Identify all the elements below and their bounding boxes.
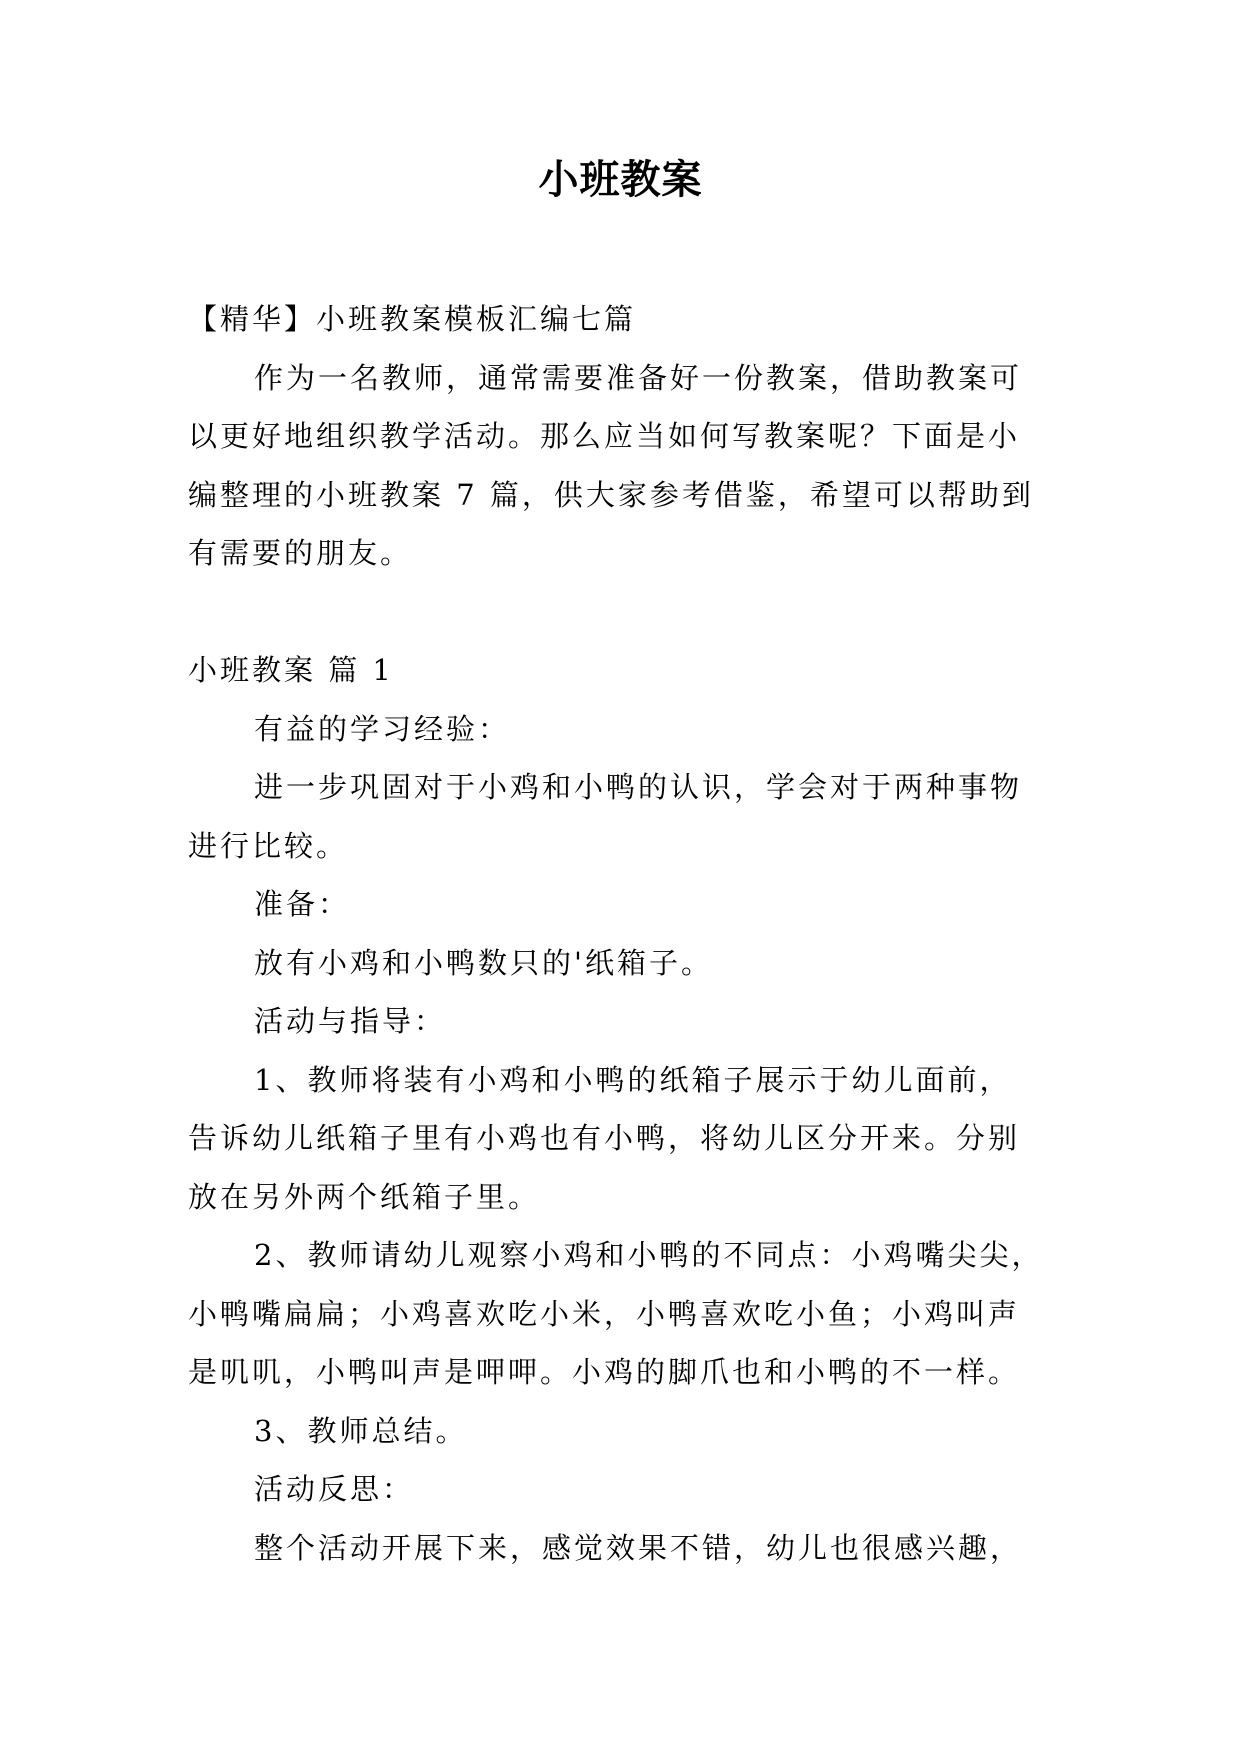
paragraph-line: 有益的学习经验： bbox=[254, 711, 511, 746]
paragraph-line: 放有小鸡和小鸭数只的'纸箱子。 bbox=[254, 945, 713, 980]
paragraph-line: 进行比较。 bbox=[188, 828, 349, 863]
paragraph-line: 作为一名教师，通常需要准备好一份教案，借助教案可 bbox=[254, 360, 1023, 395]
paragraph-line: 进一步巩固对于小鸡和小鸭的认识，学会对于两种事物 bbox=[254, 770, 1023, 804]
paragraph-line: 准备： bbox=[254, 887, 351, 921]
document-title: 小班教案 bbox=[538, 156, 703, 203]
paragraph-line: 小鸭嘴扁扁；小鸡喜欢吃小米，小鸭喜欢吃小鱼；小鸡叫声 bbox=[188, 1296, 1021, 1331]
paragraph-line: 编整理的小班教案 7 篇，供大家参考借鉴，希望可以帮助到 bbox=[188, 477, 1034, 512]
paragraph-line: 活动与指导： bbox=[254, 1004, 447, 1038]
paragraph-line: 有需要的朋友。 bbox=[188, 536, 413, 570]
paragraph-line: 2、教师请幼儿观察小鸡和小鸭的不同点：小鸡嘴尖尖， bbox=[254, 1238, 1044, 1272]
paragraph-line: 告诉幼儿纸箱子里有小鸡也有小鸭，将幼儿区分开来。分别 bbox=[188, 1121, 1021, 1155]
blank-line bbox=[188, 583, 1068, 642]
paragraph-line: 3、教师总结。 bbox=[254, 1413, 468, 1448]
paragraph-line: 1、教师将装有小鸡和小鸭的纸箱子展示于幼儿面前， bbox=[254, 1062, 1012, 1097]
paragraph-line: 整个活动开展下来，感觉效果不错，幼儿也很感兴趣， bbox=[254, 1530, 1023, 1565]
paragraph-line: 以更好地组织教学活动。那么应当如何写教案呢？下面是小 bbox=[188, 419, 1021, 453]
section-heading: 小班教案 篇 1 bbox=[188, 653, 394, 687]
paragraph-line: 活动反思： bbox=[254, 1472, 415, 1506]
paragraph-line: 是叽叽，小鸭叫声是呷呷。小鸡的脚爪也和小鸭的不一样。 bbox=[188, 1355, 1021, 1389]
paragraph-line: 放在另外两个纸箱子里。 bbox=[188, 1179, 541, 1214]
paragraph-line: 【精华】小班教案模板汇编七篇 bbox=[188, 302, 637, 336]
document-body bbox=[188, 290, 1068, 1577]
